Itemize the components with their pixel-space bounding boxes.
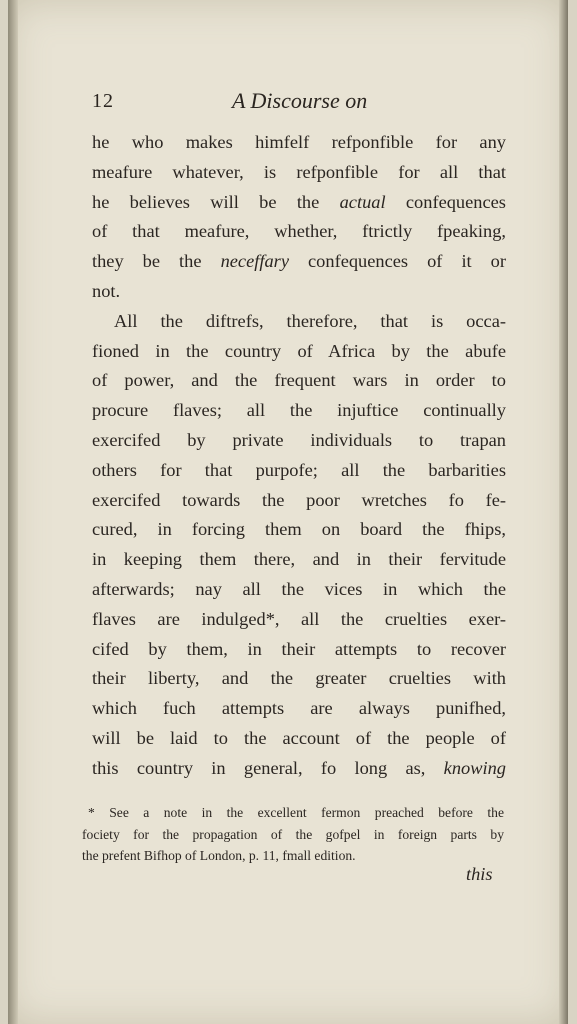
text-segment: confequences of it or xyxy=(308,251,506,272)
text-line: he who makes himfelf refponfible for any xyxy=(92,132,506,152)
text-segment: they be the xyxy=(92,251,202,272)
italic-word: actual xyxy=(339,191,386,212)
text-line xyxy=(92,754,506,784)
text-line: which fuch attempts are always punifhed, xyxy=(92,698,506,719)
text-segment: confequences xyxy=(405,191,506,212)
text-line: fioned in the country of Africa by the abufe xyxy=(92,340,506,361)
text-line: will be laid to the account of the people of xyxy=(92,727,506,748)
text-line: exercifed by private individuals to trapan xyxy=(92,429,506,450)
text-line: procure flaves; all the injuftice continually xyxy=(92,400,506,421)
page-gutter xyxy=(8,0,18,1024)
text-line: of that meafure, whether, ftrictly fpeaking, xyxy=(92,221,506,242)
body-text xyxy=(92,128,506,784)
text-line: flaves are indulged*, all the cruelties exer- xyxy=(92,608,506,629)
text-line xyxy=(92,188,506,218)
text-segment: he believes will be the xyxy=(92,191,320,212)
page-edge xyxy=(559,0,568,1024)
text-line: others for that purpofe; all the barbarities xyxy=(92,459,506,480)
page-header xyxy=(92,88,512,118)
text-line: their liberty, and the greater cruelties with xyxy=(92,668,506,689)
footnote xyxy=(82,802,504,867)
text-segment: this country in general, fo long as, xyxy=(92,757,426,778)
text-line xyxy=(92,247,506,277)
text-line: cured, in forcing them on board the fhips, xyxy=(92,519,506,540)
footnote-line: * See a note in the excellent fermon preached before the xyxy=(88,805,504,820)
italic-word: neceffary xyxy=(220,251,289,272)
footnote-line: fociety for the propagation of the gofpel in foreign parts by xyxy=(82,826,504,842)
catchword: this xyxy=(466,864,493,884)
footnote-line: the prefent Bifhop of London, p. 11, fmall edition. xyxy=(82,848,356,863)
text-line: meafure whatever, is refponfible for all that xyxy=(92,161,506,182)
text-line: in keeping them there, and in their fervitude xyxy=(92,549,506,570)
running-head: A Discourse on xyxy=(232,88,368,113)
text-line: afterwards; nay all the vices in which the xyxy=(92,578,506,599)
text-line: of power, and the frequent wars in order to xyxy=(92,370,506,391)
text-line: exercifed towards the poor wretches fo fe- xyxy=(92,489,506,510)
paragraph-first-line: All the diftrefs, therefore, that is occa- xyxy=(114,310,506,331)
text-line: cifed by them, in their attempts to recover xyxy=(92,638,506,659)
italic-word: knowing xyxy=(443,757,506,778)
text-line: not. xyxy=(92,280,121,301)
page-number: 12 xyxy=(92,90,114,112)
